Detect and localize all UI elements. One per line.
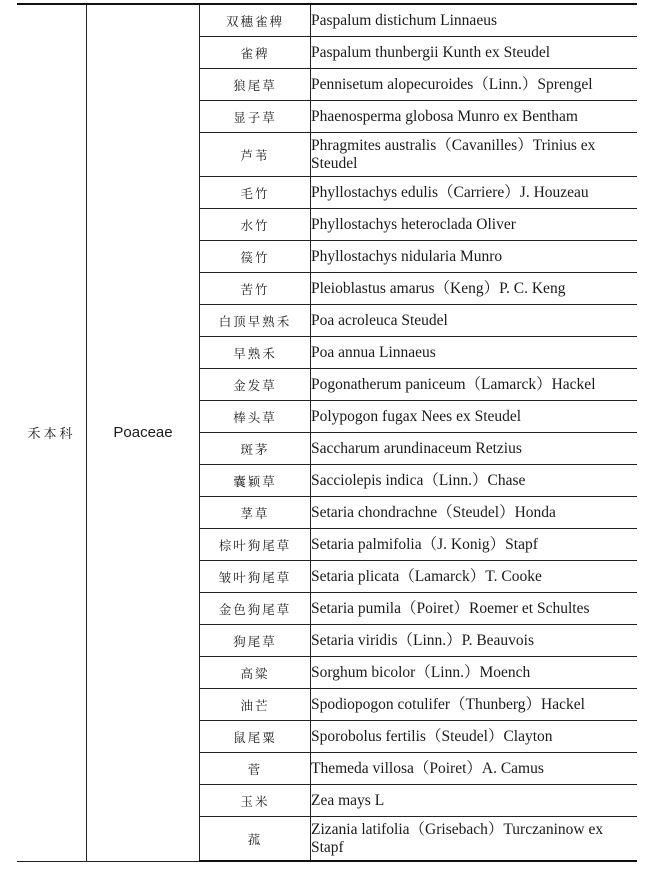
species-table-body [17,4,637,861]
chinese-name-cell: 菰 [200,817,311,862]
chinese-name-cell: 棒头草 [200,401,311,433]
latin-name-cell: Sporobolus fertilis（Steudel）Clayton [311,721,638,753]
latin-name-cell: Phyllostachys heteroclada Oliver [311,209,638,241]
latin-name-cell: Phragmites australis（Cavanilles）Trinius ex Steudel [311,133,638,177]
chinese-name-cell: 双穗雀稗 [200,4,311,37]
latin-name-cell: Setaria chondrachne（Steudel）Honda [311,497,638,529]
latin-name-cell: Poa annua Linnaeus [311,337,638,369]
latin-name-cell: Setaria viridis（Linn.）P. Beauvois [311,625,638,657]
latin-name-cell: Setaria plicata（Lamarck）T. Cooke [311,561,638,593]
table-row [17,4,637,37]
chinese-name-cell: 金色狗尾草 [200,593,311,625]
chinese-name-cell: 高粱 [200,657,311,689]
latin-name-cell: Saccharum arundinaceum Retzius [311,433,638,465]
chinese-name-cell: 玉米 [200,785,311,817]
chinese-name-cell: 莩草 [200,497,311,529]
latin-name-cell: Zea mays L [311,785,638,817]
latin-name-cell: Poa acroleuca Steudel [311,305,638,337]
chinese-name-cell: 棕叶狗尾草 [200,529,311,561]
family-latin-cell: Poaceae [87,4,200,861]
latin-name-cell: Themeda villosa（Poiret）A. Camus [311,753,638,785]
latin-name-cell: Zizania latifolia（Grisebach）Turczaninow ex Stapf [311,817,638,862]
latin-name-cell: Phyllostachys edulis（Carriere）J. Houzeau [311,177,638,209]
latin-name-cell: Phyllostachys nidularia Munro [311,241,638,273]
latin-name-cell: Setaria palmifolia（J. Konig）Stapf [311,529,638,561]
chinese-name-cell: 鼠尾粟 [200,721,311,753]
chinese-name-cell: 显子草 [200,101,311,133]
latin-name-cell: Pogonatherum paniceum（Lamarck）Hackel [311,369,638,401]
chinese-name-cell: 水竹 [200,209,311,241]
latin-name-cell: Sorghum bicolor（Linn.）Moench [311,657,638,689]
chinese-name-cell: 狗尾草 [200,625,311,657]
chinese-name-cell: 雀稗 [200,37,311,69]
chinese-name-cell: 苦竹 [200,273,311,305]
latin-name-cell: Pennisetum alopecuroides（Linn.）Sprengel [311,69,638,101]
chinese-name-cell: 金发草 [200,369,311,401]
chinese-name-cell: 狼尾草 [200,69,311,101]
latin-name-cell: Polypogon fugax Nees ex Steudel [311,401,638,433]
latin-name-cell: Sacciolepis indica（Linn.）Chase [311,465,638,497]
chinese-name-cell: 芦苇 [200,133,311,177]
chinese-name-cell: 菅 [200,753,311,785]
latin-name-cell: Paspalum distichum Linnaeus [311,4,638,37]
species-table [17,3,637,862]
latin-name-cell: Setaria pumila（Poiret）Roemer et Schultes [311,593,638,625]
chinese-name-cell: 早熟禾 [200,337,311,369]
latin-name-cell: Phaenosperma globosa Munro ex Bentham [311,101,638,133]
chinese-name-cell: 斑茅 [200,433,311,465]
family-chinese-cell: 禾本科 [17,4,87,861]
chinese-name-cell: 白顶早熟禾 [200,305,311,337]
chinese-name-cell: 囊颖草 [200,465,311,497]
chinese-name-cell: 皱叶狗尾草 [200,561,311,593]
chinese-name-cell: 毛竹 [200,177,311,209]
latin-name-cell: Pleioblastus amarus（Keng）P. C. Keng [311,273,638,305]
latin-name-cell: Paspalum thunbergii Kunth ex Steudel [311,37,638,69]
latin-name-cell: Spodiopogon cotulifer（Thunberg）Hackel [311,689,638,721]
chinese-name-cell: 油芒 [200,689,311,721]
chinese-name-cell: 篌竹 [200,241,311,273]
